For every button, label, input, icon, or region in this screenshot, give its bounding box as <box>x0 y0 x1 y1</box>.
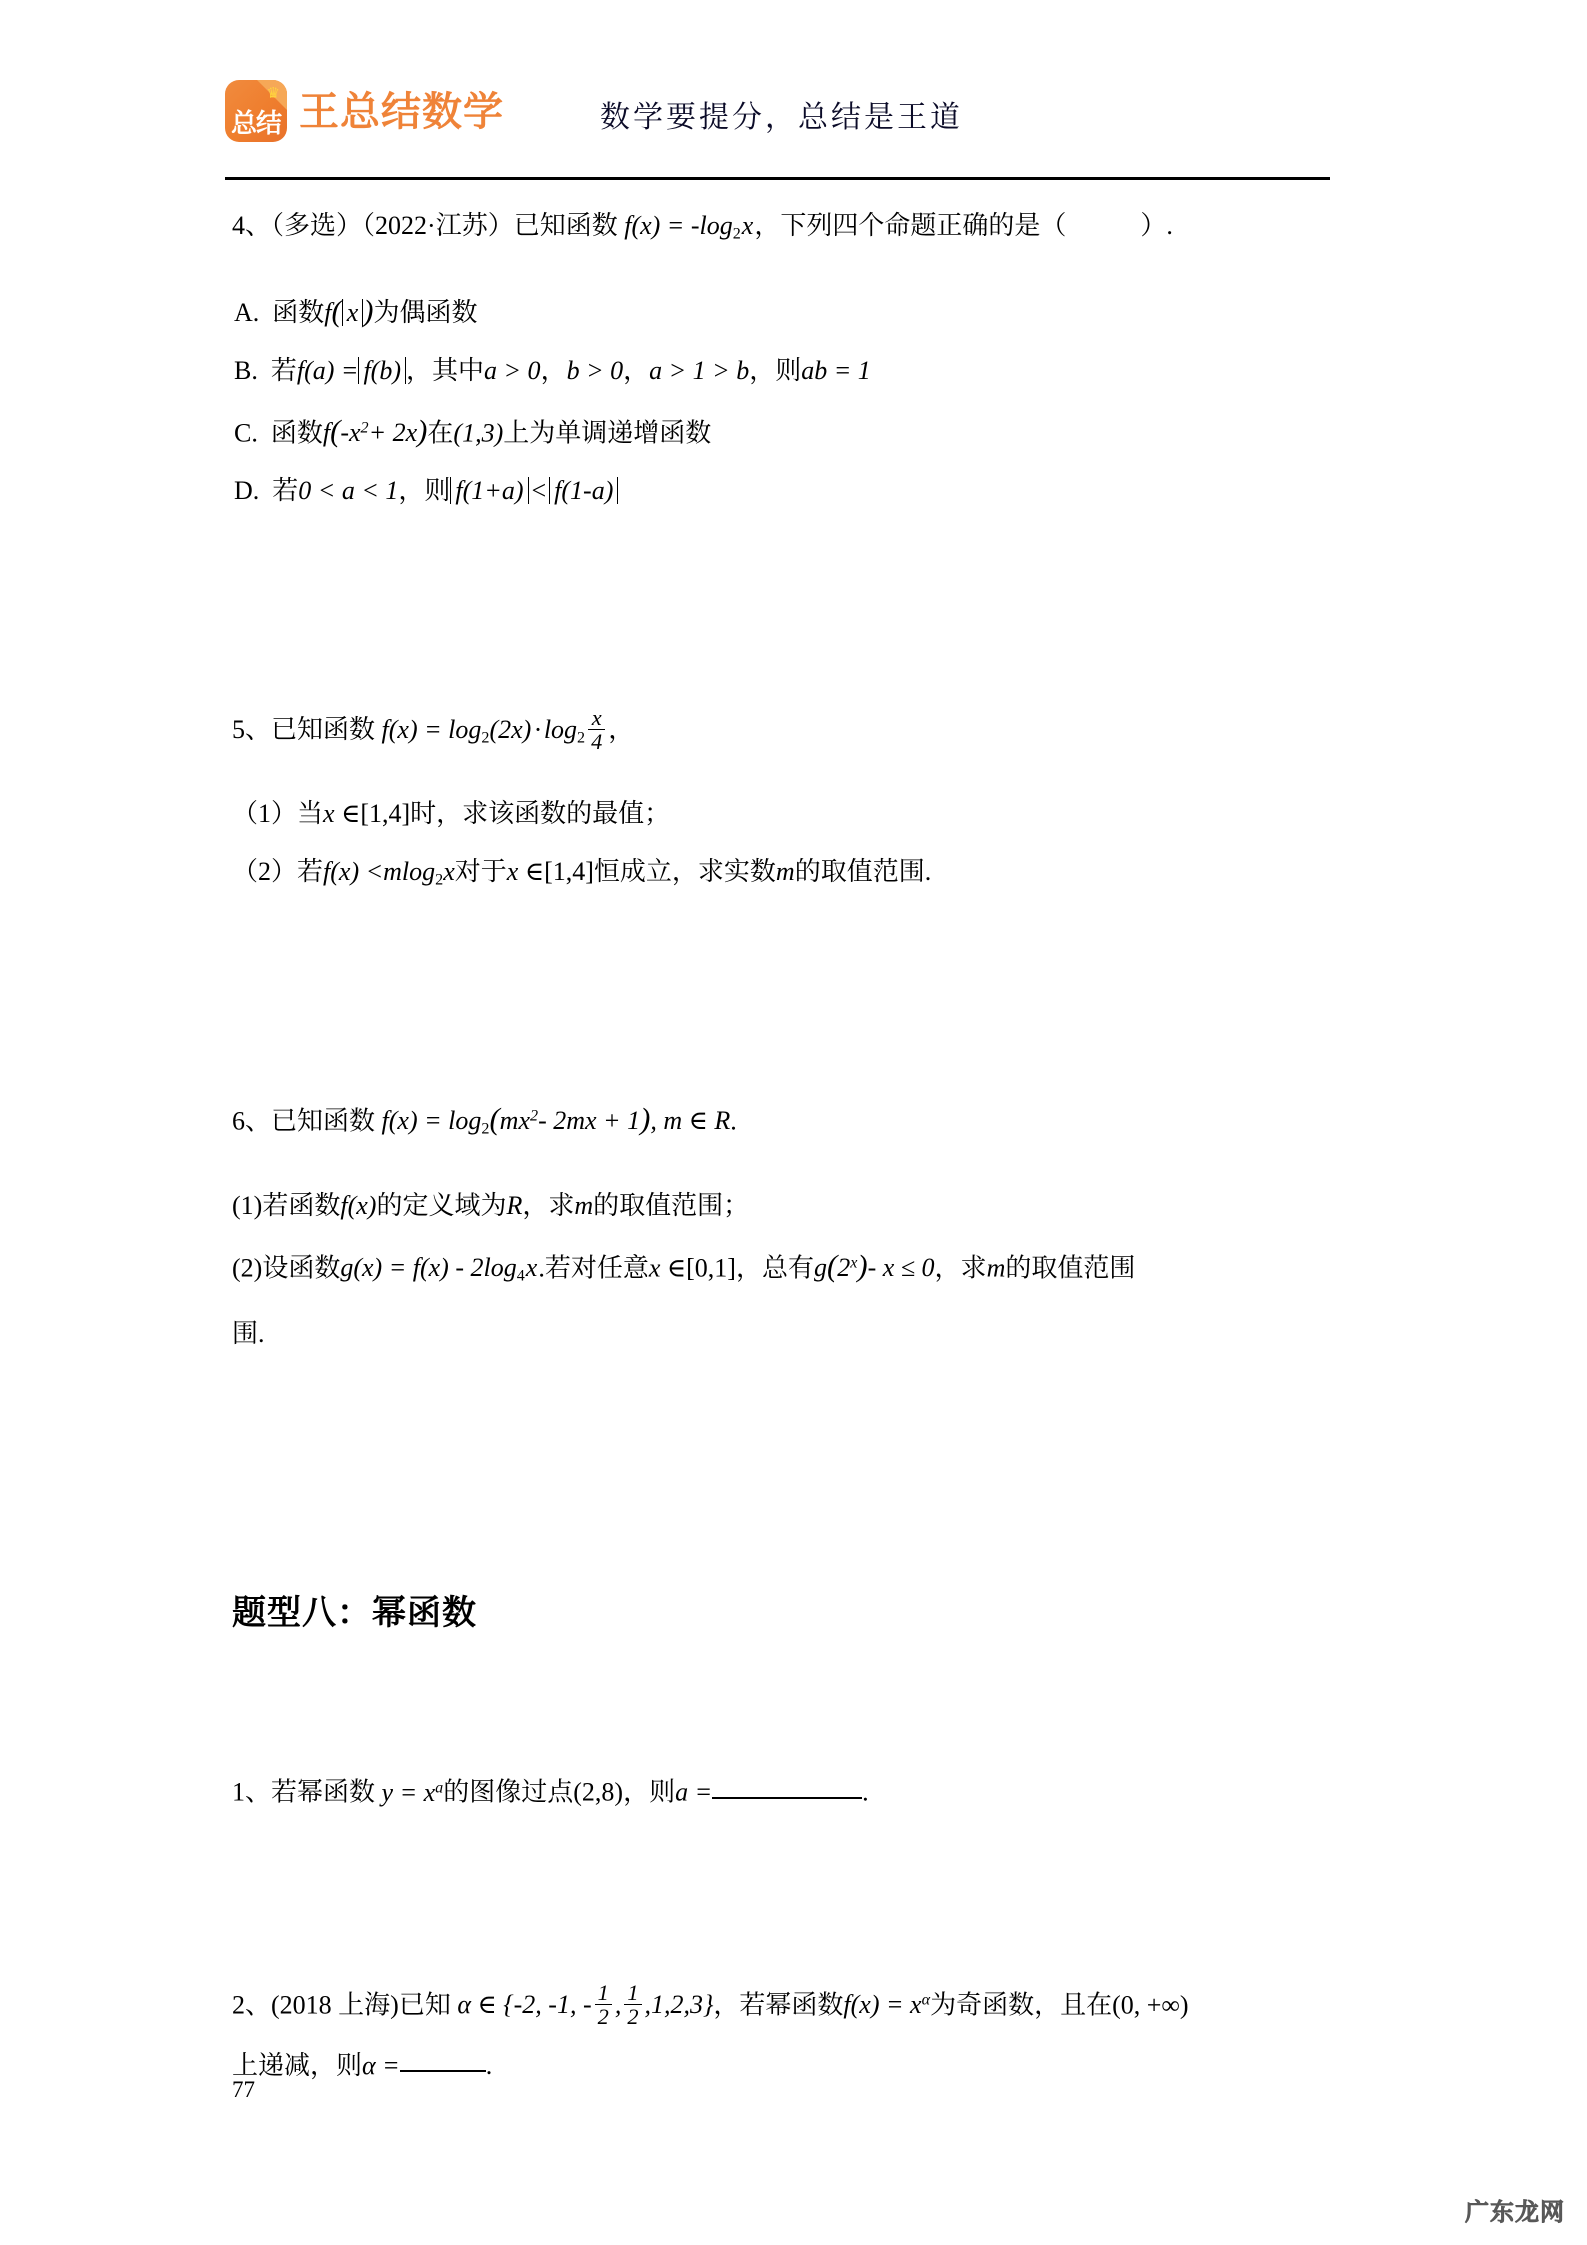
alpha-fraction-1-numerator: 1 <box>597 1979 609 2005</box>
s8q1-answer-var: a = <box>675 1777 713 1807</box>
question-6-part-2-continuation: 围. <box>232 1319 265 1349</box>
question-6-stem-prefix: 已知函数 <box>271 1106 376 1136</box>
part-1-condition-set: [1,4] <box>360 799 411 829</box>
part-2-rhs: mlog$_2$x <box>383 857 455 889</box>
q6-part-2-text-5: 的取值范围 <box>1005 1252 1136 1282</box>
section8-question-2-line-2 <box>232 2045 1362 2087</box>
part-2-condition-set: [1,4] <box>544 857 594 887</box>
q6-part-2-m: m <box>986 1252 1006 1282</box>
option-a-text-2: 为偶函数 <box>373 297 478 327</box>
option-a-function: f( x ) <box>324 293 374 328</box>
q6-part-2-text-1: 设函数 <box>262 1252 341 1282</box>
question-5-number: 5、 <box>232 714 272 744</box>
log-base: 2 <box>732 225 741 243</box>
s8q2-text-1: 已知 <box>398 1990 451 2020</box>
part-2-m: m <box>775 857 795 887</box>
question-4-stem-end: ）. <box>1140 211 1173 240</box>
option-b-eq-left: f(a) = <box>296 355 359 385</box>
q6-part-1-label: (1) <box>232 1190 263 1220</box>
option-d-text-1: 若 <box>272 475 299 505</box>
q6-part-1-text-3: ，求 <box>522 1190 575 1220</box>
alpha-fraction-2-numerator: 1 <box>627 1979 639 2005</box>
q6-part-1-text-4: 的取值范围； <box>593 1190 750 1220</box>
s8q2-source: (2018 上海) <box>271 1990 399 2020</box>
fraction-denominator: 4 <box>588 729 605 753</box>
option-b-text-3: ，则 <box>749 355 802 385</box>
question-5-part-2 <box>232 851 1362 902</box>
s8q2-line2-text-2: . <box>485 2050 493 2080</box>
page-number: 77 <box>232 2077 255 2102</box>
question-6-stem-end: . <box>730 1106 737 1136</box>
s8q2-text-3: 为奇函数，且在 <box>930 1990 1113 2020</box>
q6-part-1-m: m <box>574 1190 594 1220</box>
q6-part-1-text-2: 的定义域为 <box>376 1190 507 1220</box>
question-6-function: $f(x) = \log_2(mx^2-$ 2mx + 1), m ∈ R <box>381 1102 731 1138</box>
question-5-function: $f(x) = \log_2(2x) \cdot \log_2$ $\frac{x}{4}$ <box>382 715 609 744</box>
section8-question-2 <box>232 1980 1362 2029</box>
question-4-option-d[interactable] <box>234 470 1362 512</box>
part-2-text-3: 恒成立，求实数 <box>593 857 776 887</box>
q6-part-1-function: f(x) <box>340 1190 377 1220</box>
option-d-abs-right: f(1-a) <box>549 477 618 504</box>
option-c-function: $f(-x^2+ 2x)$ <box>322 413 428 448</box>
question-5-stem-end: ， <box>608 714 635 744</box>
question-5-part-1 <box>232 793 1362 835</box>
logo-mark-label: 总结 <box>230 109 281 139</box>
part-1-text-2: 时，求该函数的最值； <box>410 799 671 829</box>
section8-question-1 <box>232 1767 1362 1813</box>
option-d-abs-left: f(1+a) <box>450 477 528 504</box>
option-b-eq-right: f(b) <box>358 357 406 384</box>
header-divider <box>225 177 1330 180</box>
brand-wordmark: 王总结数学 <box>299 89 504 135</box>
s8q2-alpha-set: α ∈ {-2, -1, - $\frac{1}{2}$ , $\frac{1}{2}$ ,1,2,3} <box>457 1979 714 2030</box>
q6-part-2-inequality: g(2$^x$)- x ≤ 0 <box>813 1248 935 1283</box>
s8q1-number: 1、 <box>232 1777 272 1807</box>
question-4-option-a[interactable] <box>234 290 1362 334</box>
question-6-part-1 <box>232 1185 1362 1227</box>
q6-part-2-g-function: $g(x) = f(x) - 2\log_4x$ <box>340 1252 538 1285</box>
s8q1-text-3: ，则 <box>623 1777 676 1807</box>
option-b-conclusion: ab = 1 <box>801 355 871 385</box>
footer-watermark: 广东龙网 <box>1465 2198 1565 2226</box>
s8q1-text-2: 的图像过点 <box>443 1777 574 1807</box>
question-4-stem <box>232 205 1362 256</box>
part-2-text-4: 的取值范围. <box>794 857 932 887</box>
question-6-number: 6、 <box>232 1106 272 1136</box>
part-1-label: （1） <box>232 799 298 829</box>
question-4-function: $f(x) = -\log_2x$ <box>624 211 754 243</box>
part-2-condition-var: x ∈ <box>506 857 545 887</box>
s8q1-text-1: 若幂函数 <box>271 1777 376 1807</box>
part-1-condition-var: x ∈ <box>323 799 361 829</box>
option-d-comparator: < <box>531 475 547 505</box>
q6-part-1-text-1: 若函数 <box>262 1190 341 1220</box>
question-5-stem-prefix: 已知函数 <box>271 714 376 744</box>
page-header <box>225 55 1330 180</box>
question-4-stem-prefix: 已知函数 <box>513 211 618 240</box>
option-b-text-2: ，其中 <box>406 355 485 385</box>
option-c-text-3: 上为单调递增函数 <box>503 417 712 447</box>
option-d-condition: 0 < a < 1 <box>298 475 399 505</box>
part-2-text-1: 若 <box>297 857 324 887</box>
q6-part-2-text-4: ，求 <box>934 1252 987 1282</box>
option-c-text-2: 在 <box>427 417 454 447</box>
crown-icon: ♛ <box>266 86 280 102</box>
option-c-text-1: 函数 <box>270 417 323 447</box>
option-b-text-1: 若 <box>270 355 297 385</box>
s8q1-point: (2,8) <box>573 1777 624 1807</box>
fraction-numerator: x <box>591 704 602 730</box>
part-1-text-1: 当 <box>297 799 324 829</box>
question-4-stem-suffix: ，下列四个命题正确的是（ <box>754 211 1067 240</box>
question-4-number: 4、 <box>232 211 272 240</box>
option-c-label: C. <box>234 417 258 447</box>
q6-part-1-domain-symbol: R <box>506 1190 523 1220</box>
option-a-text-1: 函数 <box>272 297 325 327</box>
q6-part-2-text-2: .若对任意 <box>538 1252 649 1282</box>
q6-part-2-condition-var: x ∈ <box>648 1252 687 1282</box>
s8q2-line2-text-1: 上递减，则 <box>232 2050 363 2080</box>
option-d-label: D. <box>234 475 260 505</box>
part-2-text-2: 对于 <box>454 857 507 887</box>
s8q1-function: $y = x^a$ <box>381 1777 444 1807</box>
q6-part-2-condition-set: [0,1] <box>686 1252 736 1282</box>
part-2-lhs: f(x) < <box>323 857 384 887</box>
s8q2-line2-var: α = <box>362 2050 400 2080</box>
question-4-option-b[interactable]: B. 若f(a) = f(b) ，其中a > 0，b > 0，a > 1 > b，则ab = 1 <box>234 355 871 385</box>
header-tagline: 数学要提分，总结是王道 <box>600 101 963 134</box>
q6-part-2-label: (2) <box>232 1252 263 1282</box>
s8q2-answer-blank[interactable] <box>400 2070 486 2072</box>
part-2-label: （2） <box>232 857 298 887</box>
s8q2-text-2: ，若幂函数 <box>713 1990 844 2020</box>
question-5-stem <box>232 706 1362 759</box>
question-4-multi-tag: （多选） <box>271 211 363 240</box>
option-b-label: B. <box>234 355 258 385</box>
s8q2-interval: (0, +∞) <box>1112 1990 1189 2020</box>
question-4-option-c[interactable] <box>234 408 1362 454</box>
option-b-cond-2: b > 0 <box>566 355 624 385</box>
brand-logo-icon <box>225 80 287 142</box>
question-6-part-2 <box>232 1243 1362 1298</box>
option-a-label: A. <box>234 297 260 327</box>
question-6-stem <box>232 1096 1362 1151</box>
option-d-text-2: ，则 <box>398 475 451 505</box>
alpha-fraction-1-denominator: 2 <box>595 2004 612 2028</box>
page-content <box>232 205 1362 2087</box>
section-heading-power-functions: 题型八：幂函数 <box>232 1593 477 1634</box>
s8q2-number: 2、 <box>232 1990 272 2020</box>
option-c-interval: (1,3) <box>453 417 504 447</box>
alpha-fraction-2-denominator: 2 <box>624 2004 641 2028</box>
question-4-source: （2022·江苏） <box>362 211 514 240</box>
s8q2-function: $f(x) = x^\alpha$ <box>843 1990 931 2020</box>
option-b-cond-1: a > 0 <box>484 355 541 385</box>
q6-part-2-text-3: ，总有 <box>735 1252 814 1282</box>
s8q1-answer-blank[interactable] <box>712 1797 862 1799</box>
option-b-cond-3: a > 1 > b <box>649 355 750 385</box>
s8q1-text-4: . <box>862 1777 869 1807</box>
